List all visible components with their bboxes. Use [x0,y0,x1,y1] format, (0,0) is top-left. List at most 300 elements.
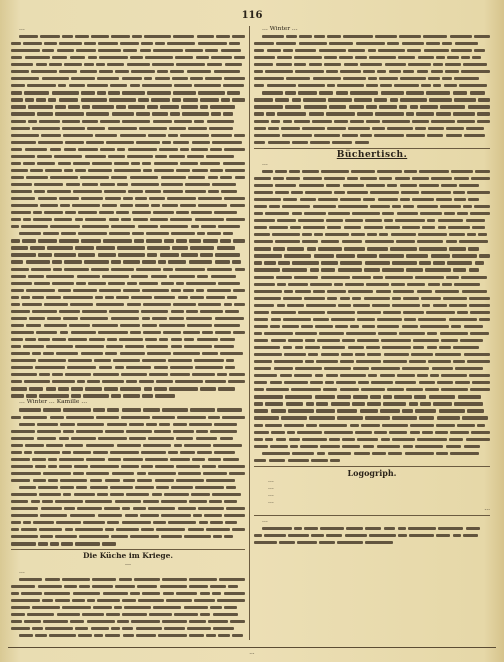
word-mark [277,56,292,59]
word-mark [411,353,433,356]
word-mark [99,70,113,73]
word-mark [274,367,293,370]
word-mark [298,219,324,222]
word-mark [46,345,72,348]
word-mark [264,534,285,537]
word-mark [146,423,157,426]
word-mark [130,331,141,334]
word-mark [169,155,185,158]
word-mark [190,246,214,249]
word-mark [324,56,336,59]
word-mark [457,212,468,215]
word-mark [11,352,30,355]
word-mark [108,155,125,158]
word-mark [45,578,61,581]
word-mark [262,452,290,455]
word-mark [380,374,395,377]
word-mark [197,275,209,278]
illegible-text-line [254,337,490,344]
word-mark [144,35,171,38]
word-mark [176,282,184,285]
word-mark [25,444,44,447]
word-mark [187,324,212,327]
word-mark [11,268,29,271]
word-mark [224,303,232,306]
word-mark [123,289,140,292]
word-mark [363,445,375,448]
word-mark [379,77,398,80]
word-mark [19,35,38,38]
word-mark [410,431,420,434]
word-mark [144,77,153,80]
word-mark [188,176,205,179]
word-mark [420,105,437,108]
word-mark [343,35,373,38]
word-mark [435,290,460,293]
word-mark [123,394,140,397]
word-mark [445,63,461,66]
word-mark [262,35,284,38]
word-mark [168,451,178,454]
word-mark [441,388,467,391]
word-mark [400,98,426,101]
word-mark [11,345,21,348]
illegible-text-line [11,266,245,273]
illegible-text-line [254,104,490,111]
word-mark [278,261,290,264]
word-mark [120,134,146,137]
word-mark [168,521,196,524]
word-mark [64,63,82,66]
word-mark [162,204,178,207]
word-mark [372,304,389,307]
word-mark [33,521,54,524]
word-mark [151,204,160,207]
word-mark [334,283,343,286]
word-mark [52,56,68,59]
word-mark [138,225,159,228]
illegible-text-line [254,224,490,231]
word-mark [196,56,209,59]
word-mark [141,310,169,313]
word-mark [97,91,106,94]
word-mark [11,112,35,115]
word-mark [464,445,480,448]
illegible-text-line [254,111,490,118]
word-mark [345,534,368,537]
word-mark [420,402,430,405]
word-mark [352,212,380,215]
word-mark [424,49,449,52]
word-mark [457,424,475,427]
word-mark [442,283,452,286]
word-mark [417,438,447,441]
word-mark [461,276,486,279]
word-mark [62,120,80,123]
word-mark [142,359,166,362]
word-mark [84,260,109,263]
word-mark [451,49,472,52]
word-mark [144,387,152,390]
illegible-text-line [254,274,490,281]
word-mark [426,311,455,314]
word-mark [157,70,168,73]
word-mark [39,528,62,531]
word-mark [326,112,354,115]
word-mark [38,253,52,256]
word-mark [207,268,233,271]
word-mark [425,388,439,391]
word-mark [419,184,438,187]
word-mark [143,500,159,503]
section-heading-books: Büchertisch. [336,149,408,160]
word-mark [84,42,95,45]
word-mark [295,346,303,349]
word-mark [98,42,118,45]
word-mark [328,452,352,455]
word-mark [44,303,68,306]
illegible-text-line [254,295,490,302]
word-mark [52,380,75,383]
word-mark [38,585,62,588]
illegible-text-line [11,364,245,371]
word-mark [114,606,122,609]
word-mark [378,49,404,52]
word-mark [159,148,178,151]
word-mark [228,585,238,588]
word-mark [471,177,489,180]
word-mark [304,297,325,300]
word-mark [254,191,273,194]
word-mark [185,49,203,52]
word-mark [184,535,211,538]
word-mark [346,527,363,530]
word-mark [290,226,301,229]
word-mark [282,205,310,208]
word-mark [167,197,195,200]
illegible-text-line [11,533,245,540]
word-mark [23,42,42,45]
word-mark [116,296,129,299]
illegible-text-line [11,167,245,174]
word-mark [265,424,282,427]
word-mark [37,437,57,440]
word-mark [43,352,54,355]
word-mark [227,91,240,94]
word-mark [331,318,355,321]
word-mark [73,190,102,193]
word-mark [151,98,170,101]
word-mark [382,268,404,271]
word-mark [103,239,132,242]
word-mark [318,198,338,201]
illegible-text-line [254,309,490,316]
word-mark [417,205,438,208]
word-mark [87,127,105,130]
word-mark [262,91,283,94]
word-mark [437,381,453,384]
word-mark [356,360,381,363]
word-mark [29,387,43,390]
word-mark [143,408,160,411]
word-mark [54,218,72,221]
word-mark [342,438,355,441]
word-mark [265,402,283,405]
word-mark [448,226,470,229]
word-mark [340,360,354,363]
word-mark [78,634,92,637]
word-mark [75,528,102,531]
word-mark [394,395,412,398]
word-mark [415,276,444,279]
word-mark [105,528,114,531]
word-mark [445,70,459,73]
word-mark [433,402,452,405]
word-mark [110,451,139,454]
word-mark [62,451,71,454]
word-mark [156,380,173,383]
word-mark [124,606,151,609]
word-mark [284,290,293,293]
word-mark [365,527,382,530]
word-mark [398,527,407,530]
word-mark [86,458,105,461]
word-mark [431,70,443,73]
word-mark [82,105,90,108]
word-mark [36,98,46,101]
word-mark [42,599,53,602]
word-mark [56,521,81,524]
word-mark [453,534,461,537]
word-mark [120,387,141,390]
word-mark [115,500,141,503]
illegible-text-line [11,287,245,294]
illegible-text-line [254,139,490,146]
word-mark [31,500,40,503]
word-mark [76,486,87,489]
word-mark [462,416,488,419]
word-mark [379,233,388,236]
word-mark [52,282,74,285]
word-mark [164,239,174,242]
word-mark [45,169,62,172]
left-column [11,26,245,640]
word-mark [125,345,144,348]
word-mark [350,424,359,427]
word-mark [24,380,50,383]
word-mark [352,276,371,279]
word-mark [99,211,114,214]
illegible-text-line [254,450,490,457]
word-mark [453,91,468,94]
word-mark [459,184,479,187]
word-mark [28,275,44,278]
word-mark [299,35,312,38]
word-mark [406,254,428,257]
word-mark [306,402,314,405]
word-mark [202,465,216,468]
word-mark [129,423,143,426]
word-mark [453,346,478,349]
word-mark [48,479,58,482]
word-mark [395,381,417,384]
word-mark [344,247,365,250]
illegible-text-line [11,604,245,611]
word-mark [121,373,147,376]
word-mark [11,416,21,419]
word-mark [212,592,221,595]
word-mark [169,387,198,390]
word-mark [271,311,296,314]
word-mark [446,445,462,448]
word-mark [153,606,181,609]
word-mark [406,268,423,271]
word-mark [381,438,390,441]
article-subtitle: … [125,559,131,567]
paragraph: … [262,160,268,167]
word-mark [142,592,160,595]
word-mark [59,239,79,242]
word-mark [87,380,99,383]
word-mark [406,91,424,94]
word-mark [68,105,80,108]
word-mark [365,219,382,222]
word-mark [321,353,339,356]
word-mark [470,332,489,335]
illegible-text-line [11,75,245,82]
word-mark [385,63,406,66]
word-mark [191,493,210,496]
word-mark [34,282,50,285]
word-mark [436,452,447,455]
word-mark [334,120,348,123]
word-mark [313,318,329,321]
word-mark [86,444,115,447]
word-mark [446,134,462,137]
illegible-text-line [254,344,490,351]
word-mark [286,402,304,405]
word-mark [41,507,62,510]
word-mark [96,63,105,66]
illegible-text-line [11,414,245,421]
word-mark [395,219,425,222]
word-mark [283,198,297,201]
word-mark [122,91,146,94]
word-mark [324,431,353,434]
word-mark [468,198,479,201]
word-mark [172,98,181,101]
word-mark [140,514,159,517]
word-mark [211,56,232,59]
word-mark [254,409,268,412]
word-mark [284,381,308,384]
word-mark [156,486,168,489]
word-mark [310,381,323,384]
word-mark [193,514,201,517]
illegible-text-line [11,68,245,75]
word-mark [421,84,430,87]
word-mark [176,239,187,242]
word-mark [358,381,369,384]
word-mark [357,339,379,342]
word-mark [176,437,193,440]
illegible-text-line [11,618,245,625]
word-mark [254,134,280,137]
word-mark [438,527,464,530]
illegible-text-line [254,54,490,61]
word-mark [73,472,84,475]
word-mark [11,613,25,616]
word-mark [131,183,159,186]
word-mark [73,451,91,454]
word-mark [194,599,214,602]
illegible-text-line [11,111,245,118]
word-mark [106,345,123,348]
word-mark [190,408,215,411]
word-mark [143,303,170,306]
section-rule [254,515,490,516]
word-mark [195,486,224,489]
word-mark [87,620,115,623]
word-mark [73,592,101,595]
word-mark [215,331,231,334]
word-mark [392,261,417,264]
illegible-text-line [11,484,245,491]
illegible-text-line [11,449,245,456]
word-mark [284,424,304,427]
word-mark [50,542,58,545]
word-mark [370,395,381,398]
word-mark [107,521,119,524]
word-mark [117,148,125,151]
word-mark [117,444,141,447]
word-mark [389,70,401,73]
word-mark [387,127,413,130]
word-mark [72,204,100,207]
word-mark [446,276,459,279]
word-mark [11,120,26,123]
word-mark [93,373,119,376]
word-mark [171,345,182,348]
word-mark [169,127,186,130]
word-mark [99,366,113,369]
word-mark [337,541,363,544]
word-mark [254,105,283,108]
word-mark [331,402,350,405]
word-mark [105,430,124,433]
word-mark [28,105,53,108]
word-mark [76,49,96,52]
word-mark [418,56,435,59]
word-mark [276,438,287,441]
word-mark [205,380,225,383]
word-mark [269,459,286,462]
word-mark [435,353,461,356]
word-mark [37,155,52,158]
word-mark [11,49,40,52]
word-mark [254,318,268,321]
illegible-text-line [254,330,490,337]
word-mark [321,276,350,279]
word-mark [221,49,241,52]
word-mark [305,339,314,342]
word-mark [146,239,162,242]
word-mark [229,42,240,45]
illegible-text-line [11,357,245,364]
word-mark [183,331,199,334]
word-mark [191,225,199,228]
word-mark [176,592,197,595]
